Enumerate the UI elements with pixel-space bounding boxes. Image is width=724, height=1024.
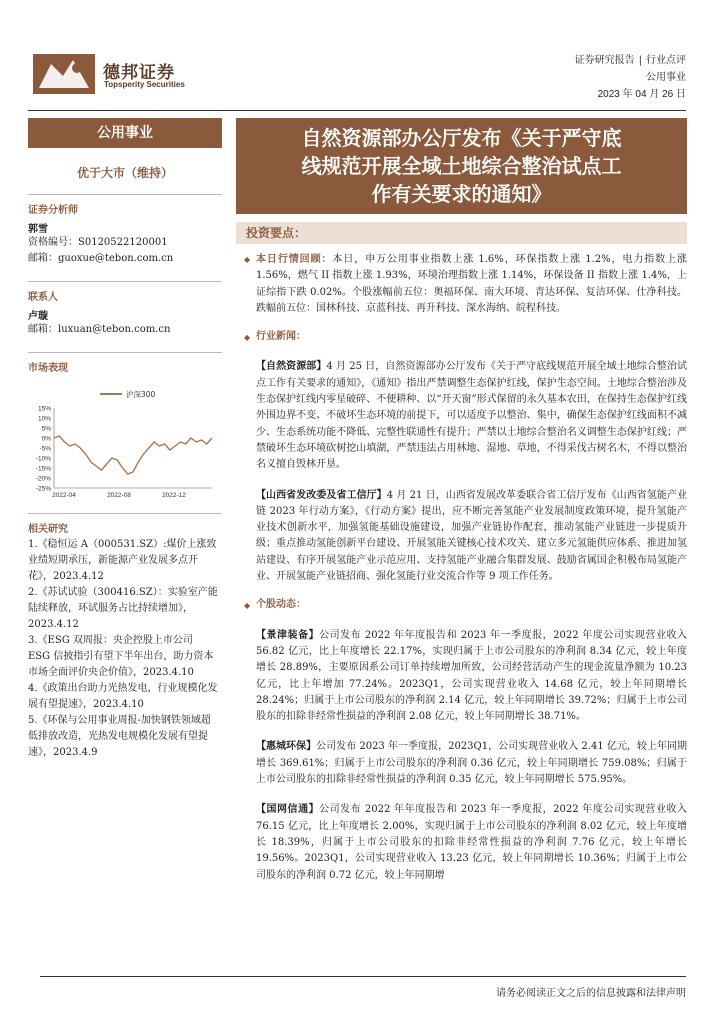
diamond-bullet-icon: ◆ xyxy=(244,255,251,264)
y-tick-label: 10% xyxy=(37,415,51,423)
brand-name-en: Topsperity Securities xyxy=(104,80,185,89)
y-tick-label: -20% xyxy=(35,475,51,483)
analyst-email[interactable]: 邮箱：guoxue@tebon.com.cn xyxy=(28,253,174,264)
research-list xyxy=(28,537,222,761)
company-tag: 【国网信通】 xyxy=(256,804,320,816)
report-subtype: 行业点评 xyxy=(646,55,686,66)
title-line: 自然资源部办公厅发布《关于严守底 xyxy=(301,126,622,150)
y-tick-label: 5% xyxy=(41,425,51,433)
rating: 优于大市（维持） xyxy=(76,166,173,180)
market-chart-svg xyxy=(28,380,222,505)
research-item[interactable]: 4.《政策出台助力光热发电，行业规模化发展有望提速》，2023.4.10 xyxy=(28,683,218,710)
y-tick-label: -15% xyxy=(35,465,51,473)
invest-heading: 投资要点： xyxy=(236,222,687,244)
news-text: 4 月 25 日，自然资源部办公厅发布《关于严守底线规范开展全域土地综合整治试点工作有关要求的通知》，《通知》指出严禁调整生态保护红线，保护生态空间。土地综合整治涉及生态保护红线内零星破碎、不便耕种、以“开天窗”形式保留的永久基本农田，在保持生态保护红线外围边界不变、不破坏生态环境的前提下，可以适度予以整治、集中，确保生态保护红线面积不减少、生态系统功能不降低、完整性联通性有提升；严禁以土地综合整治名义调整生态保护红线；严禁破坏生态环境砍树挖山填湖，严禁违法占用林地、湿地、草地，不得采伐古树名木，不得以整治名义擅自毁林开垦。 xyxy=(256,361,688,471)
market-review-text: 本日，申万公用事业指数上涨 1.6%，环保指数上涨 1.2%，电力指数上涨 1.56%，燃气 II 指数上涨 1.93%，环境治理指数上涨 1.14%，环保设备 II 指数上涨 1.4%，上证综指下跌 0.02%。个股涨幅前五位：奥福环保、南大环境、青达环保、复洁环保、仕净科技。跌幅前五位：国林科技、京蓝科技、再升科技、深水海纳、皖程科技。 xyxy=(256,254,688,314)
y-tick-label: -10% xyxy=(35,455,51,463)
news-item xyxy=(244,488,687,586)
news-item xyxy=(244,359,687,473)
series-line xyxy=(54,436,212,474)
market-chart xyxy=(28,380,222,505)
news-tag: 【自然资源部】 xyxy=(256,361,327,373)
research-item[interactable]: 5.《环保与公用事业周报-加快钢铁领域超低排放改造，光热发电规模化发展有望提速》，2023.4.9 xyxy=(28,715,211,758)
legend-label: 沪深300 xyxy=(126,390,156,399)
footer-disclaimer: 请务必阅读正文之后的信息披露和法律声明 xyxy=(496,988,686,999)
contact-heading: 联系人 xyxy=(28,281,222,305)
research-item[interactable]: 1.《稳恒运 A（000531.SZ）:煤价上涨致业绩短期承压，新能源产业发展多点开花》，2023.4.12 xyxy=(28,539,217,582)
news-text: 4 月 21 日，山西省发展改革委联合省工信厅发布《山西省氢能产业链 2023 年行动方案》，《行动方案》提出，应不断完善氢能产业发展制度政策环境，提升氢能产业技术创新水平，加强氢能基础设施建设，加强产业链协作配套，推动氢能产业链进一步提质升级；重点推动氢能创新平台建设、开展氢能关键核心技术攻关、建立多元氢能供应体系、推进加氢站建设、有序开展氢能产业示范应用、支持氢能产业融合集群发展、鼓励省属国企积极布局氢能产业、开展氢能产业链招商、强化氢能行业交流合作等 9 项工作任务。 xyxy=(256,489,688,583)
report-meta: 证券研究报告 | 行业点评 公用事业 2023 年 04 月 26 日 xyxy=(575,52,686,103)
analyst-cert: 资格编号：S0120522120001 xyxy=(28,237,168,248)
report-body xyxy=(244,252,687,884)
y-tick-label: -5% xyxy=(39,445,51,453)
company-item xyxy=(244,802,687,883)
research-item[interactable]: 3.《ESG 双周报：央企控股上市公司 ESG 信披指引有望下半年出台，助力资本市场全面评价央企价值》，2023.4.10 xyxy=(28,635,214,678)
sidebar xyxy=(28,118,222,761)
company-text: 公司发布 2023 年一季度报，2023Q1，公司实现营业收入 2.41 亿元，较上年同期增长 369.61%；归属于上市公司股东的净利润 0.36 亿元，较上年同期增长 759.08%；归属于上市公司股东的扣除非经常性损益的净利润 0.35 亿元，较上年同期增长 575.95%。 xyxy=(256,741,687,786)
company-heading: ◆ 个股动态： xyxy=(244,597,687,613)
header-divider xyxy=(28,110,686,111)
research-item[interactable]: 2.《苏试试验（300416.SZ）：实验室产能陆续释放，环试服务占比持续增加》，2023.4.12 xyxy=(28,587,218,630)
company-text: 公司发布 2022 年年度报告和 2023 年一季度报，2022 年度公司实现营业收入 76.15 亿元，比上年度增长 2.00%，实现归属于上市公司股东的净利润 8.02 亿元，较上年度增长 18.39%，归属于上市公司股东的扣除非经常性损益的净利润 7.76 亿元，较上年增长 19.56%。2023Q1，公司实现营业收入 13.23 亿元，较上年同期增长 10.36%；归属于上市公司股东的净利润 0.72 亿元，较上年同期增 xyxy=(256,804,687,881)
company-item xyxy=(244,628,687,726)
news-tag: 【山西省发改委及省工信厅】 xyxy=(256,489,387,501)
x-tick-label: 2022-12 xyxy=(162,492,186,499)
x-tick-label: 2022-04 xyxy=(52,492,76,499)
brand-logo-icon xyxy=(33,54,95,94)
brand-name: 德邦证券 xyxy=(103,63,175,83)
contact-name: 卢璇 xyxy=(28,311,48,322)
report-type: 证券研究报告 xyxy=(574,55,635,66)
title-line: 线规范开展全域土地综合整治试点工 xyxy=(301,154,622,178)
market-review-label: 本日行情回顾： xyxy=(256,254,333,265)
footer-divider xyxy=(40,976,686,977)
company-tag: 【惠城环保】 xyxy=(256,741,317,753)
report-title xyxy=(236,118,687,214)
company-item xyxy=(244,739,687,788)
industry-label: 公用事业 xyxy=(28,118,222,148)
company-tag: 【景津装备】 xyxy=(256,629,320,641)
analyst-name: 郭雪 xyxy=(28,224,48,235)
news-heading: ◆ 行业新闻： xyxy=(244,329,687,345)
company-text: 公司发布 2022 年年度报告和 2023 年一季度报，2022 年度公司实现营业收入 56.82 亿元，比上年度增长 22.17%，实现归属于上市公司股东的净利润 8.34 亿元，较上年度增长 28.89%，主要原因系公司订单持续增加所致，公司经营活动产生的现金流量净额为 10.23 亿元，比上年增加 77.24%。2023Q1，公司实现营业收入 14.68 亿元，较上年同期增长 28.24%；归属于上市公司股东的净利润 2.14 亿元，较上年同期增长 39.72%；归属于上市公司股东的扣除非经常性损益的净利润 2.08 亿元，较上年同期增长 38.71%。 xyxy=(256,629,687,723)
contact-email[interactable]: 邮箱：luxuan@tebon.com.cn xyxy=(28,324,171,335)
research-heading: 相关研究 xyxy=(28,513,222,537)
market-review xyxy=(244,252,687,317)
report-sector: 公用事业 xyxy=(646,72,686,83)
y-tick-label: -25% xyxy=(35,485,51,493)
y-tick-label: 0% xyxy=(41,435,51,443)
analyst-heading: 证券分析师 xyxy=(28,194,222,218)
x-tick-label: 2022-08 xyxy=(107,492,131,499)
y-tick-label: 15% xyxy=(37,405,51,413)
title-line: 作有关要求的通知》 xyxy=(371,182,552,206)
market-heading: 市场表现 xyxy=(28,352,222,376)
report-date: 2023 年 04 月 26 日 xyxy=(597,89,686,100)
